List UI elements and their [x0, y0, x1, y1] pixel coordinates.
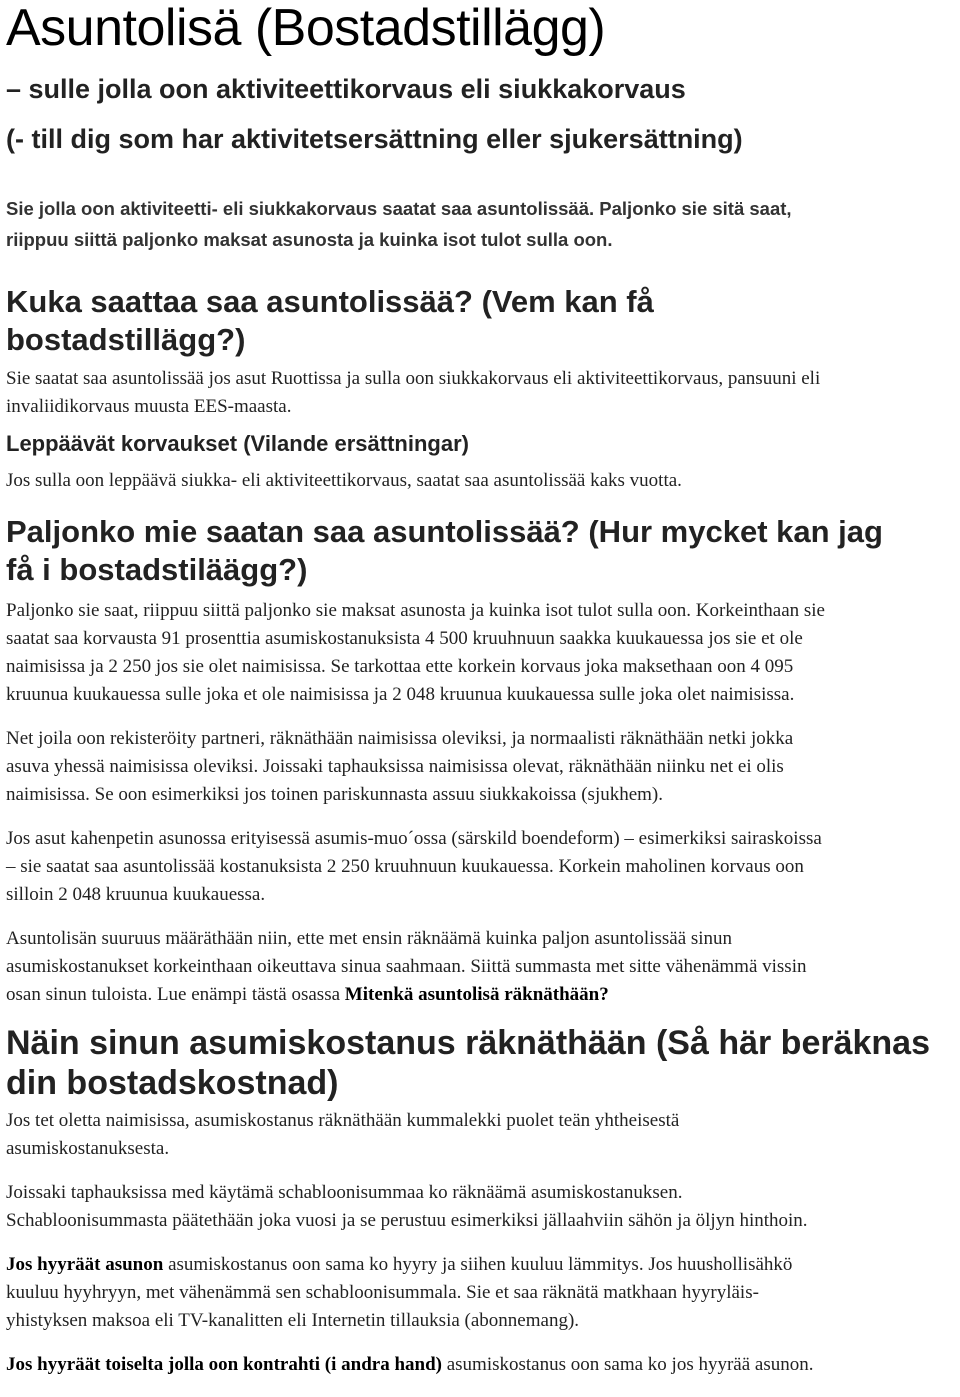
paragraph	[6, 1251, 954, 1335]
section-heading	[6, 513, 954, 589]
paragraph-line: Joissaki taphauksissa med käytämä schabloonisummaa ko räknäämä asumiskostanuksen.	[6, 1182, 683, 1203]
subtitle-finnish: – sulle jolla oon aktiviteettikorvaus eli siukkakorvaus	[6, 74, 686, 104]
heading-line: Paljonko mie saatan saa asuntolissää? (Hur mycket kan jag	[6, 514, 883, 549]
section-how-much	[6, 513, 954, 1009]
link-reference: Mitenkä asuntolisä räknäthään?	[344, 984, 609, 1005]
heading-line: Näin sinun asumiskostanus räknäthään (Så här beräknas	[6, 1024, 930, 1062]
heading-line: få i bostadstiläägg?)	[6, 552, 308, 587]
paragraph-line: silloin 2 048 kruunua kuukauessa.	[6, 884, 266, 905]
paragraph-line: kruunua kuukauessa sulle joka et ole naimisissa ja 2 048 kruunua kuukauessa sulle joka olet naimisissa.	[6, 684, 795, 705]
paragraph-line: kuuluu hyyhryyn, met vähenämmä sen schabloonisummala. Sie et saa räknätä matkhaan hyyryläis-	[6, 1282, 759, 1303]
page-title: Asuntolisä (Bostadstillägg)	[6, 0, 606, 57]
bold-lead: Jos hyyräät toiselta jolla oon kontrahti (i andra hand)	[6, 1354, 442, 1375]
paragraph	[6, 1179, 954, 1235]
paragraph-line: Jos sulla oon leppäävä siukka- eli aktiviteettikorvaus, saatat saa asuntolissää kaks vuotta.	[6, 470, 682, 491]
text-span: osan sinun tuloista. Lue enämpi tästä osassa	[6, 984, 345, 1005]
paragraph-line: naimisissa. Se oon esimerkiksi jos toinen pariskunnasta assuu siukkakoissa (sjukhem).	[6, 784, 664, 805]
section-housing-cost	[6, 1023, 954, 1379]
intro-paragraph	[6, 193, 954, 255]
paragraph-line: – sie saatat saa asuntolissää kostanuksista 2 250 kruuhnuun kuukauessa. Korkein maholinen korvaus oon	[6, 856, 804, 877]
paragraph-line: asuva yhessä naimisissa oleviksi. Joissaki taphauksissa naimisissa olevat, räknäthään niinku net ei olis	[6, 756, 784, 777]
paragraph-line: saatat saa korvausta 91 prosenttia asumiskostanuksista 4 500 kruuhnuun saakka kuukauessa jos sie et ole	[6, 628, 803, 649]
paragraph	[6, 925, 954, 1009]
text-span: asumiskostanus oon sama ko jos hyyrää asunon.	[441, 1354, 814, 1375]
subtitle-swedish: (- till dig som har aktivitetsersättning eller sjukersättning)	[6, 124, 743, 154]
paragraph-line: Asuntolisän suuruus määräthään niin, ette met ensin räknäämä kuinka paljon asuntolissää sinun	[6, 928, 733, 949]
paragraph-line	[6, 981, 954, 1009]
paragraph	[6, 1107, 954, 1163]
paragraph	[6, 725, 954, 809]
paragraph-line: Jos tet oletta naimisissa, asumiskostanus räknäthään kummalekki puolet teän yhtheisestä	[6, 1110, 680, 1131]
section-heading	[6, 1023, 954, 1103]
paragraph-line: Sie saatat saa asuntolissää jos asut Ruottissa ja sulla oon siukkakorvaus eli aktiviteettikorvaus, pansuuni eli	[6, 368, 821, 389]
paragraph-line: Net joila oon rekisteröity partneri, räknäthään naimisissa oleviksi, ja normaalisti räknäthään netki jokka	[6, 728, 794, 749]
text-span: asumiskostanus oon sama ko hyyry ja siihen kuuluu lämmitys. Jos huushollisähkö	[163, 1254, 793, 1275]
heading-line: bostadstillägg?)	[6, 322, 246, 357]
section-who-can-get	[6, 283, 954, 421]
section-heading: Leppäävät korvaukset (Vilande ersättningar)	[6, 431, 469, 456]
section-dormant-benefits	[6, 431, 954, 495]
paragraph-line: Paljonko sie saat, riippuu siittä paljonko sie maksat asunosta ja kuinka isot tulot sulla oon. Korkeinthaan sie	[6, 600, 825, 621]
section-heading	[6, 283, 954, 359]
paragraph-line	[6, 1351, 954, 1379]
heading-line: din bostadskostnad)	[6, 1064, 339, 1102]
paragraph	[6, 597, 954, 709]
paragraph-line: invaliidikorvaus muusta EES-maasta.	[6, 396, 292, 417]
intro-line: Sie jolla oon aktiviteetti- eli siukkakorvaus saatat saa asuntolissää. Paljonko sie sitä saat,	[6, 198, 792, 219]
paragraph-line: Jos asut kahenpetin asunossa erityisessä asumis-muo´ossa (särskild boendeform) – esimerkiksi sairaskoissa	[6, 828, 822, 849]
paragraph-line	[6, 1251, 954, 1279]
paragraph-line: asumiskostanuksesta.	[6, 1138, 170, 1159]
intro-line: riippuu siittä paljonko maksat asunosta ja kuinka isot tulot sulla oon.	[6, 229, 613, 250]
paragraph-line: yhistyksen maksoa eli TV-kanalitten eli Internetin tillauksia (abonnemang).	[6, 1310, 580, 1331]
paragraph-line: asumiskostanukset korkeinthaan oikeuttava sinua saahmaan. Siittä summasta met sitte vähenämmä vissin	[6, 956, 807, 977]
paragraph	[6, 825, 954, 909]
paragraph-line: naimisissa ja 2 250 jos sie olet naimisissa. Se tarkottaa ette korkein korvaus joka maksethaan oon 4 095	[6, 656, 794, 677]
heading-line: Kuka saattaa saa asuntolissää? (Vem kan få	[6, 284, 654, 319]
bold-lead: Jos hyyräät asunon	[6, 1254, 164, 1275]
paragraph	[6, 1351, 954, 1379]
paragraph-line: Schabloonisummasta päätethään joka vuosi ja se perustuu esimerkiksi jällaahviin sähön ja öljyn hinthoin.	[6, 1210, 808, 1231]
